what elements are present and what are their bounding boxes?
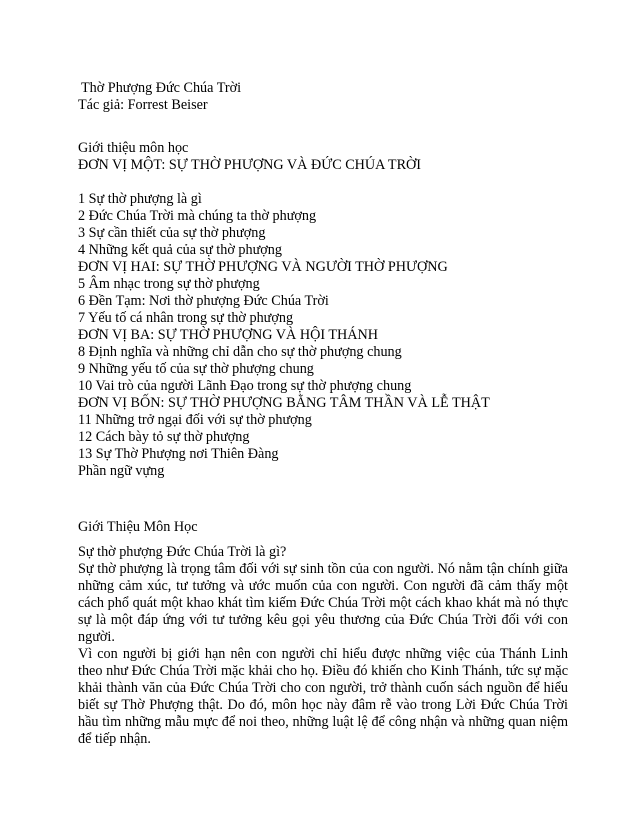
toc-spacer (78, 174, 568, 191)
spacer (78, 536, 568, 544)
intro-paragraph-2: Vì con người bị giới hạn nên con người chỉ hiểu được những việc của Thánh Linh theo như Đức Chúa Trời mặc khải cho họ. Điều đó khiến cho Kinh Thánh, tức sự mặc khải thành văn của Đức Chúa Trời cho con người, trở thành cuốn sách nguồn để hiểu biết sự Thờ Phượng thật. Do đó, môn học này đâm rễ vào trong Lời Đức Chúa Trời hầu tìm những mẫu mực để noi theo, những luật lệ để công nhận và những quan niệm để tiếp nhận. (78, 646, 568, 747)
toc-unit-heading: ĐƠN VỊ BỐN: SỰ THỜ PHƯỢNG BẰNG TÂM THẦN VÀ LỄ THẬT (78, 395, 490, 411)
table-of-contents (78, 140, 568, 480)
toc-item: 2 Đức Chúa Trời mà chúng ta thờ phượng (78, 208, 317, 224)
intro-section (78, 519, 568, 748)
toc-item: 3 Sự cần thiết của sự thờ phượng (78, 225, 266, 241)
toc-item: 7 Yếu tố cá nhân trong sự thờ phượng (78, 310, 294, 326)
section-heading: Giới Thiệu Môn Học (78, 519, 198, 535)
toc-item: 6 Đền Tạm: Nơi thờ phượng Đức Chúa Trời (78, 293, 329, 309)
toc-item: 1 Sự thờ phượng là gì (78, 191, 202, 207)
document-author: Tác giả: Forrest Beiser (78, 97, 208, 113)
intro-paragraph-1: Sự thờ phượng là trọng tâm đối với sự sinh tồn của con người. Nó nằm tận chính giữa những cảm xúc, tư tưởng và ước muốn của con người. Con người đã cảm thấy một cách phổ quát một khao khát tìm kiếm Đức Chúa Trời một cách khao khát mà nó thực sự là một đáp ứng với tư tưởng kêu gọi yêu thương của Đức Chúa Trời đối với con người. (78, 561, 568, 645)
toc-intro: Giới thiệu môn học (78, 140, 189, 156)
intro-question: Sự thờ phượng Đức Chúa Trời là gì? (78, 544, 287, 560)
toc-item: 5 Âm nhạc trong sự thờ phượng (78, 276, 260, 292)
toc-item: 12 Cách bày tỏ sự thờ phượng (78, 429, 250, 445)
toc-item: 13 Sự Thờ Phượng nơi Thiên Đàng (78, 446, 279, 462)
document-header (78, 80, 568, 114)
toc-item: 10 Vai trò của người Lãnh Đạo trong sự thờ phượng chung (78, 378, 412, 394)
toc-item: 4 Những kết quả của sự thờ phượng (78, 242, 282, 258)
toc-unit-heading: ĐƠN VỊ HAI: SỰ THỜ PHƯỢNG VÀ NGƯỜI THỜ PHƯỢNG (78, 259, 448, 275)
toc-unit-heading: ĐƠN VỊ MỘT: SỰ THỜ PHƯỢNG VÀ ĐỨC CHÚA TRỜI (78, 157, 422, 173)
toc-unit-heading: ĐƠN VỊ BA: SỰ THỜ PHƯỢNG VÀ HỘI THÁNH (78, 327, 379, 343)
toc-item: 8 Định nghĩa và những chỉ dẫn cho sự thờ phượng chung (78, 344, 402, 360)
toc-item: 11 Những trở ngại đối với sự thờ phượng (78, 412, 312, 428)
document-title: Thờ Phượng Đức Chúa Trời (81, 80, 242, 96)
toc-item: 9 Những yếu tố của sự thờ phượng chung (78, 361, 314, 377)
toc-item: Phần ngữ vựng (78, 463, 165, 479)
